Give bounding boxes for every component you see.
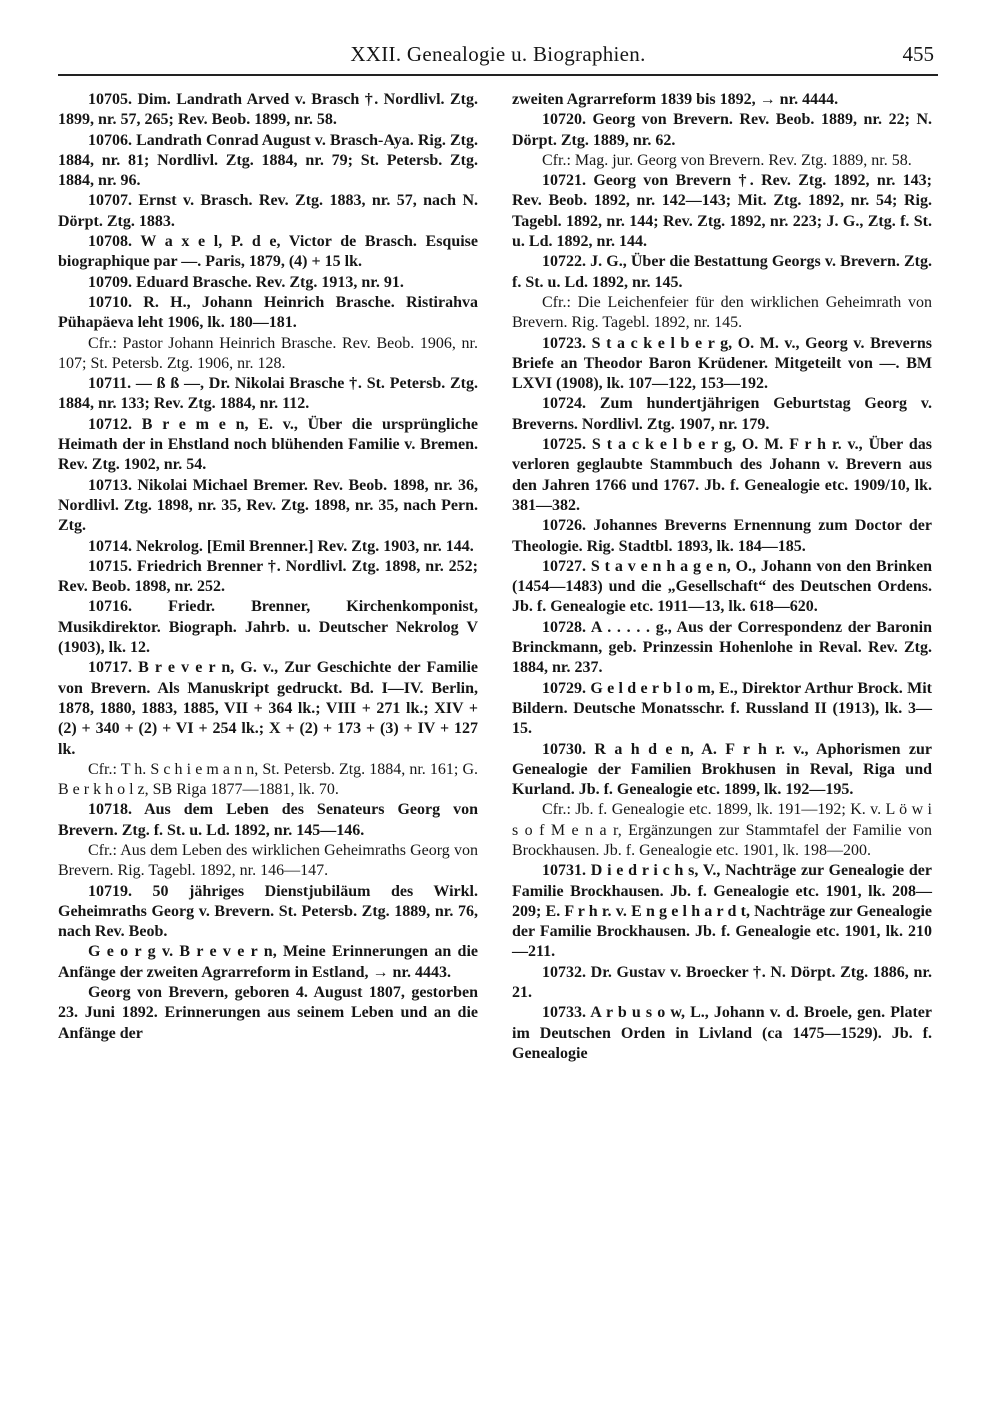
bibliography-entry: 10718. Aus dem Leben des Senateurs Georg von Brevern. Ztg. f. St. u. Ld. 1892, nr. 145—146. [58, 801, 478, 839]
cross-reference-note: Cfr.: Die Leichenfeier für den wirklichen Geheimrath von Brevern. Rig. Tagebl. 1892, nr. 145. [512, 293, 932, 332]
cross-reference-note: Cfr.: Aus dem Leben des wirklichen Geheimraths Georg von Brevern. Rig. Tagebl. 1892, nr. 146—147. [58, 841, 478, 880]
cross-reference-note: Cfr.: Jb. f. Genealogie etc. 1899, lk. 191—192; K. v. L ö w i s o f M e n a r, Ergänzungen zur Stammtafel der Familie von Brockhausen. Jb. f. Genealogie etc. 1901, lk. 198—200. [512, 801, 932, 859]
bibliography-entry: 10713. Nikolai Michael Bremer. Rev. Beob. 1898, nr. 36, Nordlivl. Ztg. 1898, nr. 35, Rev. Ztg. 1898, nr. 35, nach Pern. Ztg. [58, 476, 478, 535]
bibliography-entry: 10705. Dim. Landrath Arved v. Brasch †. Nordlivl. Ztg. 1899, nr. 57, 265; Rev. Beob. 1899, nr. 58. [58, 91, 478, 129]
bibliography-entry: 10728. A . . . . . g., Aus der Correspondenz der Baronin Brinckmann, geb. Prinzessin Hohenlohe in Reval. Rev. Ztg. 1884, nr. 237. [512, 618, 932, 677]
bibliography-entry: 10724. Zum hundertjährigen Geburtstag Georg v. Breverns. Nordlivl. Ztg. 1907, nr. 179. [512, 395, 932, 433]
bibliography-entry: 10731. D i e d r i c h s, V., Nachträge zur Genealogie der Familie Brockhausen. Jb. f. Genealogie etc. 1901, lk. 208—209; E. F r h r. v. E n g e l h a r d t, Nachträge zur Genealogie der Familie Brockhausen. Jb. f. Genealogie etc. 1901, lk. 210—211. [512, 862, 932, 961]
right-column [512, 90, 932, 1064]
bibliography-entry: 10729. G e l d e r b l o m, E., Direktor Arthur Brock. Mit Bildern. Deutsche Monatsschr. f. Russland II (1913), lk. 3—15. [512, 679, 932, 738]
cross-reference-note: Cfr.: Mag. jur. Georg von Brevern. Rev. Ztg. 1889, nr. 58. [542, 151, 912, 169]
bibliography-entry: 10719. 50 jähriges Dienstjubiläum des Wirkl. Geheimraths Georg v. Brevern. St. Petersb. Ztg. 1889, nr. 76, nach Rev. Beob. [58, 882, 478, 941]
bibliography-entry: 10712. B r e m e n, E. v., Über die ursprüngliche Heimath der in Ehstland noch blühenden Familie v. Bremen. Rev. Ztg. 1902, nr. 54. [58, 415, 478, 474]
bibliography-entry: 10715. Friedrich Brenner †. Nordlivl. Ztg. 1898, nr. 252; Rev. Beob. 1898, nr. 252. [58, 557, 478, 596]
bibliography-entry: 10723. S t a c k e l b e r g, O. M. v., Georg v. Breverns Briefe an Theodor Baron Krüdener. Mitgeteilt von —. BM LXVI (1908), lk. 107—122, 153—192. [512, 334, 932, 393]
cross-reference-note: Cfr.: T h. S c h i e m a n n, St. Petersb. Ztg. 1884, nr. 161; G. B e r k h o l z, SB Riga 1877—1881, lk. 70. [58, 760, 478, 799]
bibliography-entry: 10727. S t a v e n h a g e n, O., Johann von den Brinken (1454—1483) und die „Gesellschaft“ des Deutschen Ordens. Jb. f. Genealogie etc. 1911—13, lk. 618—620. [512, 557, 932, 616]
bibliography-entry: 10726. Johannes Breverns Ernennung zum Doctor der Theologie. Rig. Stadtbl. 1893, lk. 184—185. [512, 517, 932, 555]
bibliography-entry: 10721. Georg von Brevern †. Rev. Ztg. 1892, nr. 143; Rev. Beob. 1892, nr. 142—143; Mit. Ztg. 1892, nr. 54; Rig. Tagebl. 1892, nr. 144; Rev. Ztg. 1892, nr. 223; J. G., Ztg. f. St. u. Ld. 1892, nr. 144. [512, 172, 932, 251]
running-header [58, 38, 938, 76]
cross-reference-note: Cfr.: Pastor Johann Heinrich Brasche. Rev. Beob. 1906, nr. 107; St. Petersb. Ztg. 1906, nr. 128. [58, 334, 478, 372]
bibliography-entry: 10714. Nekrolog. [Emil Brenner.] Rev. Ztg. 1903, nr. 144. [88, 537, 474, 555]
bibliography-entry: 10722. J. G., Über die Bestattung Georgs v. Brevern. Ztg. f. St. u. Ld. 1892, nr. 145. [512, 253, 932, 291]
bibliography-entry: 10730. R a h d e n, A. F r h r. v., Aphorismen zur Genealogie der Familien Brokhusen in Reval, Riga und Kurland. Jb. f. Genealogie etc. 1899, lk. 192—195. [512, 740, 932, 799]
bibliography-entry: 10717. B r e v e r n, G. v., Zur Geschichte der Familie von Brevern. Als Manuskript gedruckt. Bd. I—IV. Berlin, 1878, 1880, 1883, 1885, VII + 364 lk.; VIII + 271 lk.; XIV + (2) + 340 + (2) + VI + 254 lk.; X + (2) + 173 + (3) + IV + 127 lk. [58, 659, 478, 758]
bibliography-entry: 10716. Friedr. Brenner, Kirchenkomponist, Musikdirektor. Biograph. Jahrb. u. Deutscher Nekrolog V (1903), lk. 12. [58, 598, 478, 657]
bibliography-entry: 10711. — ß ß —, Dr. Nikolai Brasche †. St. Petersb. Ztg. 1884, nr. 133; Rev. Ztg. 1884, nr. 112. [58, 375, 478, 413]
bibliography-entry: 10707. Ernst v. Brasch. Rev. Ztg. 1883, nr. 57, nach N. Dörpt. Ztg. 1883. [58, 192, 478, 230]
bibliography-entry: Georg von Brevern, geboren 4. August 1807, gestorben 23. Juni 1892. Erinnerungen aus seinem Leben und an die Anfänge der [58, 984, 478, 1042]
bibliography-entry: 10708. W a x e l, P. d e, Victor de Brasch. Esquise biographique par —. Paris, 1879, (4) + 15 lk. [58, 233, 478, 271]
bibliography-entry: 10709. Eduard Brasche. Rev. Ztg. 1913, nr. 91. [88, 273, 404, 291]
bibliography-entry: 10733. A r b u s o w, L., Johann v. d. Broele, gen. Plater im Deutschen Orden in Livland (ca 1475—1529). Jb. f. Genealogie [512, 1004, 932, 1062]
left-column [58, 90, 478, 1044]
bibliography-entry: zweiten Agrarreform 1839 bis 1892, → nr. 4444. [512, 91, 839, 108]
page-number: 455 [902, 42, 934, 66]
bibliography-entry: 10720. Georg von Brevern. Rev. Beob. 1889, nr. 22; N. Dörpt. Ztg. 1889, nr. 62. [512, 111, 932, 149]
running-header-title: XXII. Genealogie u. Biographien. [350, 42, 646, 66]
bibliography-entry: G e o r g v. B r e v e r n, Meine Erinnerungen an die Anfänge der zweiten Agrarreform in Estland, → nr. 4443. [58, 943, 478, 981]
bibliography-entry: 10725. S t a c k e l b e r g, O. M. F r h r. v., Über das verloren geglaubte Stammbuch des Johann v. Brevern aus den Jahren 1766 und 1767. Jb. f. Genealogie etc. 1909/10, lk. 381—382. [512, 436, 932, 514]
bibliography-entry: 10732. Dr. Gustav v. Broecker †. N. Dörpt. Ztg. 1886, nr. 21. [512, 963, 932, 1002]
bibliography-entry: 10710. R. H., Johann Heinrich Brasche. Ristirahva Pühapäeva leht 1906, lk. 180—181. [58, 293, 478, 332]
bibliography-entry: 10706. Landrath Conrad August v. Brasch-Aya. Rig. Ztg. 1884, nr. 81; Nordlivl. Ztg. 1884, nr. 79; St. Petersb. Ztg. 1884, nr. 96. [58, 131, 478, 190]
